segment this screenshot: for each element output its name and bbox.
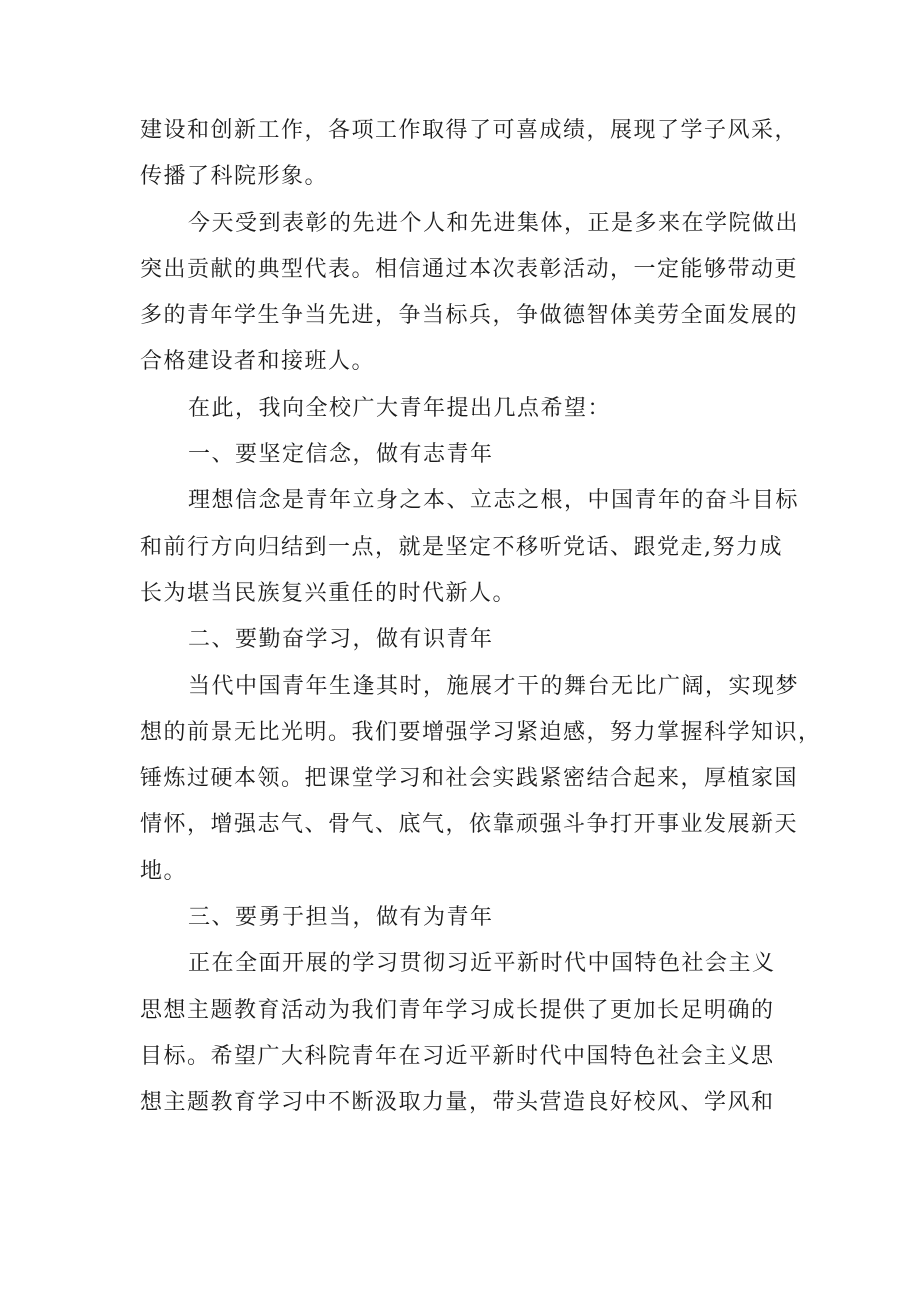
text-line-22: 想主题教育学习中不断汲取力量，带头营造良好校风、学风和 xyxy=(140,1090,775,1116)
text-line-5: 多的青年学生争当先进，争当标兵，争做德智体美劳全面发展的 xyxy=(140,303,799,329)
text-line-13: 当代中国青年生逢其时，施展才干的舞台无比广阔，实现梦 xyxy=(188,673,800,699)
text-line-4: 突出贡献的典型代表。相信通过本次表彰活动，一定能够带动更 xyxy=(140,256,799,282)
text-line-11: 长为堪当民族复兴重任的时代新人。 xyxy=(140,580,517,606)
text-line-16: 情怀，增强志气、骨气、底气，依靠顽强斗争打开事业发展新天 xyxy=(140,812,799,838)
text-line-3: 今天受到表彰的先进个人和先进集体，正是多来在学院做出 xyxy=(188,210,800,236)
section-heading-2: 二、要勤奋学习，做有识青年 xyxy=(188,627,494,653)
text-line-14: 想的前景无比光明。我们要增强学习紧迫感，努力掌握科学知识， xyxy=(140,719,822,745)
text-line-1: 建设和创新工作，各项工作取得了可喜成绩，展现了学子风采， xyxy=(140,118,799,143)
section-heading-3: 三、要勇于担当，做有为青年 xyxy=(188,905,494,931)
text-line-19: 正在全面开展的学习贯彻习近平新时代中国特色社会主义 xyxy=(188,951,776,977)
text-line-17: 地。 xyxy=(140,858,188,884)
text-line-20: 思想主题教育活动为我们青年学习成长提供了更加长足明确的 xyxy=(140,997,775,1023)
text-line-6: 合格建设者和接班人。 xyxy=(140,349,376,375)
text-line-10: 和前行方向归结到一点，就是坚定不移听党话、跟党走,努力成 xyxy=(140,534,783,560)
text-line-9: 理想信念是青年立身之本、立志之根，中国青年的奋斗目标 xyxy=(188,488,800,514)
text-line-7: 在此，我向全校广大青年提出几点希望： xyxy=(188,395,612,421)
document-body xyxy=(140,108,822,1127)
text-line-2: 传播了科院形象。 xyxy=(140,164,329,190)
text-line-21: 目标。希望广大科院青年在习近平新时代中国特色社会主义思 xyxy=(140,1043,775,1069)
text-line-15: 锤炼过硬本领。把课堂学习和社会实践紧密结合起来，厚植家国 xyxy=(140,766,799,792)
section-heading-1: 一、要坚定信念，做有志青年 xyxy=(188,442,494,468)
